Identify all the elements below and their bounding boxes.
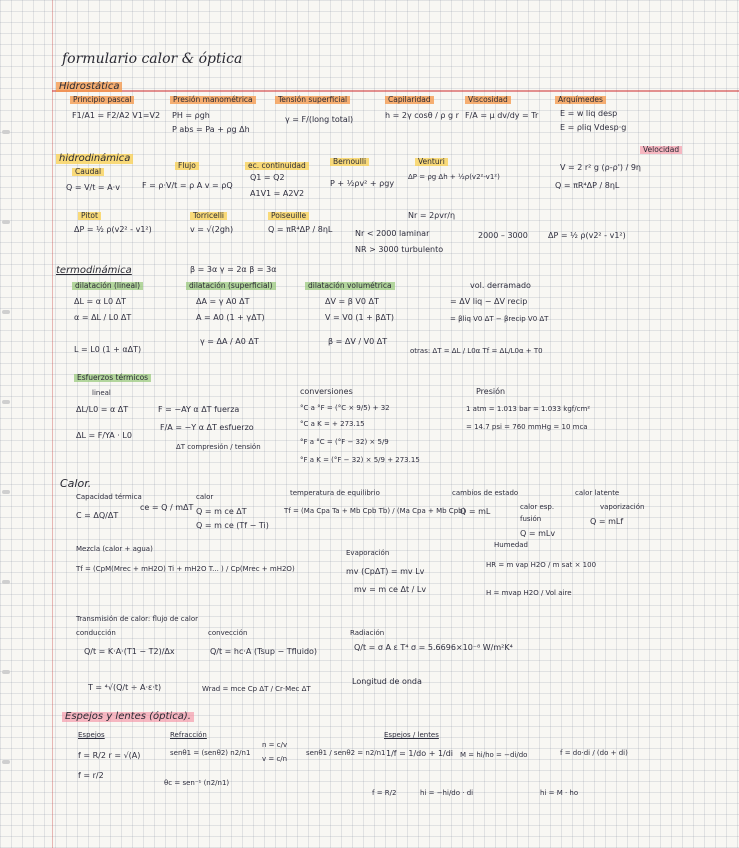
label-viscosidad: Viscosidad — [465, 96, 511, 104]
label-continuidad: ec. continuidad — [245, 162, 309, 170]
formula-gamma: γ = ΔA / A0 ΔT — [200, 337, 259, 346]
binder-hole — [2, 760, 10, 764]
label-refraccion: Refracción — [170, 731, 207, 739]
formula-presion-h: PH = ρgh — [172, 111, 210, 120]
formula-n: n = c/v — [262, 741, 288, 749]
formula-qml: Q = mL — [460, 507, 491, 516]
label-pitot: Pitot — [78, 212, 101, 220]
label-radiacion: Radiación — [350, 629, 385, 637]
label-esfuerzos: Esfuerzos térmicos — [74, 374, 151, 382]
formula-esf-dl: ΔL = F/YA · L0 — [76, 431, 132, 440]
formula-alpha: α = ΔL / L0 ΔT — [74, 313, 132, 322]
label-evaporacion: Evaporación — [346, 549, 390, 557]
section-hidrodinamica: hidrodinámica — [56, 154, 133, 164]
label-dil-volumetrica: dilatación volumétrica — [305, 282, 395, 290]
formula-pascal: F1/A1 = F2/A2 V1=V2 — [72, 111, 161, 120]
formula-opt-1: f = R/2 r = √(A) — [78, 751, 141, 760]
label-conveccion: convección — [208, 629, 248, 637]
formula-evap-2: mv = m ce Δt / Lv — [354, 585, 427, 594]
label-bernoulli: Bernoulli — [330, 158, 369, 166]
formula-esf-compresion: ΔT compresión / tensión — [176, 443, 261, 451]
formula-viscosidad: F/A = μ dv/dy = Tr — [465, 111, 539, 120]
formula-reynolds: Nr = 2ρvr/η — [408, 211, 456, 220]
formula-l: L = L0 (1 + αΔT) — [74, 345, 142, 354]
formula-a: A = A0 (1 + γΔT) — [196, 313, 265, 322]
presion-2: = 14.7 psi = 760 mmHg = 10 mca — [466, 423, 588, 431]
binder-hole — [2, 310, 10, 314]
formula-conveccion: Q/t = hc·A (Tsup − Tfluido) — [210, 647, 318, 656]
label-capacidad: Capacidad térmica — [76, 493, 142, 501]
label-poiseuille: Poiseuille — [268, 212, 309, 220]
binder-hole — [2, 220, 10, 224]
formula-venturi: ΔP = ρg Δh + ½ρ(v2²-v1²) — [408, 173, 500, 181]
label-capilaridad: Capilaridad — [385, 96, 434, 104]
formula-venturi-2: ΔP = ½ ρ(v2² - v1²) — [548, 231, 626, 240]
label-calor: calor — [196, 493, 214, 501]
label-esfuerzo-lineal: lineal — [92, 389, 111, 397]
section-espejos: Espejos y lentes (óptica). — [62, 712, 194, 722]
formula-continuidad-2: A1V1 = A2V2 — [250, 189, 305, 198]
label-flujo: Flujo — [175, 162, 199, 170]
page-title: formulario calor & óptica — [62, 51, 243, 67]
label-espejos: Espejos — [78, 731, 105, 739]
label-presion: Presión — [476, 387, 506, 396]
label-venturi: Venturi — [415, 158, 448, 166]
binder-hole — [2, 400, 10, 404]
formula-hr: HR = m vap H2O / m sat × 100 — [486, 561, 597, 569]
section-calor: Calor. — [60, 477, 92, 490]
label-conduccion: conducción — [76, 629, 116, 637]
binder-hole — [2, 130, 10, 134]
formula-velocidad: V = 2 r² g (ρ-ρ') / 9η — [560, 163, 641, 172]
label-caudal: Caudal — [72, 168, 104, 176]
formula-opt-2: f = r/2 — [78, 771, 104, 780]
formula-pitot: ΔP = ½ ρ(v2² - v1²) — [74, 225, 152, 234]
label-longitud-onda: Longitud de onda — [352, 677, 422, 686]
formula-h: H = mvap H2O / Vol aire — [486, 589, 572, 597]
formula-evap: mv (CpΔT) = mv Lv — [346, 567, 425, 576]
label-arquimedes: Arquímedes — [555, 96, 606, 104]
formula-capilaridad: h = 2γ cosθ / ρ g r — [385, 111, 459, 120]
formula-derramado-2: = βliq V0 ΔT − βrecip V0 ΔT — [450, 315, 549, 323]
formula-snell-2: senθ1 / senθ2 = n2/n1 — [306, 749, 386, 757]
presion-1: 1 atm = 1.013 bar = 1.033 kgf/cm² — [466, 405, 591, 413]
label-temp-equilibrio: temperatura de equilibrio — [290, 489, 380, 497]
label-calor-esp: calor esp. — [520, 503, 555, 511]
formula-hi-2: hi = M · ho — [540, 789, 579, 797]
label-pascal: Principio pascal — [70, 96, 134, 104]
header-rule — [52, 90, 739, 92]
label-mezcla: Mezcla (calor + agua) — [76, 545, 153, 553]
formula-otras: otras: ΔT = ΔL / L0α Tf = ΔL/L0α + T0 — [410, 347, 543, 355]
formula-qmlf: Q = mLf — [590, 517, 624, 526]
formula-dl: ΔL = α L0 ΔT — [74, 297, 126, 306]
formula-ce: ce = Q / mΔT — [140, 503, 194, 512]
conv-f-k: °F a K = (°F − 32) × 5/9 + 273.15 — [300, 456, 420, 464]
binder-hole — [2, 670, 10, 674]
formula-dv: ΔV = β V0 ΔT — [325, 297, 379, 306]
formula-esf-esfuerzo: F/A = −Y α ΔT esfuerzo — [160, 423, 254, 432]
reynolds-transicion: 2000 – 3000 — [478, 231, 528, 240]
label-humedad: Humedad — [494, 541, 529, 549]
label-tension: Tensión superficial — [275, 96, 350, 104]
label-espejos-lentes: Espejos / lentes — [384, 731, 439, 739]
reynolds-laminar: Nr < 2000 laminar — [355, 229, 430, 238]
formula-lente: 1/f = 1/do + 1/di — [386, 749, 454, 758]
label-manometrica: Presión manométrica — [170, 96, 256, 104]
formula-poiseuille: Q = πR⁴ΔP / 8ηL — [268, 225, 333, 234]
formula-esf-fuerza: F = −AY α ΔT fuerza — [158, 405, 240, 414]
conv-c-f: °C a °F = (°C × 9/5) + 32 — [300, 404, 390, 412]
formula-q: Q = m ce ΔT — [196, 507, 247, 516]
formula-continuidad: Q1 = Q2 — [250, 173, 285, 182]
formula-v: V = V0 (1 + βΔT) — [325, 313, 394, 322]
label-conversiones: conversiones — [300, 387, 353, 396]
formula-focal: f = do·di / (do + di) — [560, 749, 628, 757]
formula-torricelli-top: Q = πR⁴ΔP / 8ηL — [555, 181, 620, 190]
formula-v-opt: v = c/n — [262, 755, 288, 763]
section-termodinamica: termodinámica — [56, 265, 132, 276]
formula-presion-abs: P abs = Pa + ρg Δh — [172, 125, 250, 134]
formula-focal-2: f = R/2 — [372, 789, 397, 797]
label-velocidad: Velocidad — [640, 146, 682, 154]
formula-qmlv: Q = mLv — [520, 529, 556, 538]
label-fusion: fusión — [520, 515, 542, 523]
formula-radiacion: Q/t = σ A ε T⁴ σ = 5.6696×10⁻⁸ W/m²K⁴ — [354, 643, 513, 652]
label-dil-lineal: dilatación (lineal) — [72, 282, 143, 290]
formula-torricelli: v = √(2gh) — [190, 225, 234, 234]
formula-critico: θc = sen⁻¹ (n2/n1) — [164, 779, 230, 787]
reynolds-turbulento: NR > 3000 turbulento — [355, 245, 444, 254]
section-hidrostatica: Hidrostática — [56, 82, 122, 92]
formula-teq: Tf = (Ma Cpa Ta + Mb Cpb Tb) / (Ma Cpa + Mb Cpb) — [284, 507, 466, 515]
label-torricelli: Torricelli — [190, 212, 227, 220]
formula-bernoulli: P + ½ρv² + ρgy — [330, 179, 395, 188]
formula-flujo: F = ρ·V/t = ρ A v = ρQ — [142, 181, 233, 190]
binder-hole — [2, 490, 10, 494]
formula-snell: senθ1 = (senθ2) n2/n1 — [170, 749, 251, 757]
conv-f-c: °F a °C = (°F − 32) × 5/9 — [300, 438, 389, 446]
margin-line — [52, 0, 53, 848]
formula-derramado: = ΔV liq − ΔV recip — [450, 297, 528, 306]
formula-conduccion: Q/t = K·A·(T1 − T2)/Δx — [84, 647, 175, 656]
formula-da: ΔA = γ A0 ΔT — [196, 297, 250, 306]
label-calor-latente: calor latente — [575, 489, 620, 497]
formula-aumento: M = hi/ho = −di/do — [460, 751, 528, 759]
formula-empuje-2: E = ρliq Vdesp·g — [560, 123, 627, 132]
label-cambios-estado: cambios de estado — [452, 489, 519, 497]
formula-t-rad: T = ⁴√(Q/t ÷ A·ε·t) — [88, 683, 162, 692]
label-dil-superficial: dilatación (superficial) — [186, 282, 276, 290]
coef-relacion: β = 3α γ = 2α β = 3α — [190, 265, 277, 274]
formula-caudal: Q = V/t = A·v — [66, 183, 120, 192]
formula-beta: β = ΔV / V0 ΔT — [328, 337, 388, 346]
formula-capacidad: C = ΔQ/ΔT — [76, 511, 119, 520]
binder-hole — [2, 580, 10, 584]
label-transmision: Transmisión de calor: flujo de calor — [76, 615, 198, 623]
label-vol-derramado: vol. derramado — [470, 281, 531, 290]
formula-empuje: E = w liq desp — [560, 109, 618, 118]
formula-mezcla: Tf = (CpM(Mrec + mH2O) Ti + mH2O T... ) / Cp(Mrec + mH2O) — [76, 565, 295, 573]
formula-wrad: Wrad = mce Cp ΔT / Cr·Mec ΔT — [202, 685, 311, 693]
formula-q-2: Q = m ce (Tf − Ti) — [196, 521, 269, 530]
formula-esf-1: ΔL/L0 = α ΔT — [76, 405, 129, 414]
formula-tension: γ = F/(long total) — [285, 115, 354, 124]
conv-c-k: °C a K = + 273.15 — [300, 420, 365, 428]
label-vaporizacion: vaporización — [600, 503, 645, 511]
formula-hi: hi = −hi/do · di — [420, 789, 474, 797]
